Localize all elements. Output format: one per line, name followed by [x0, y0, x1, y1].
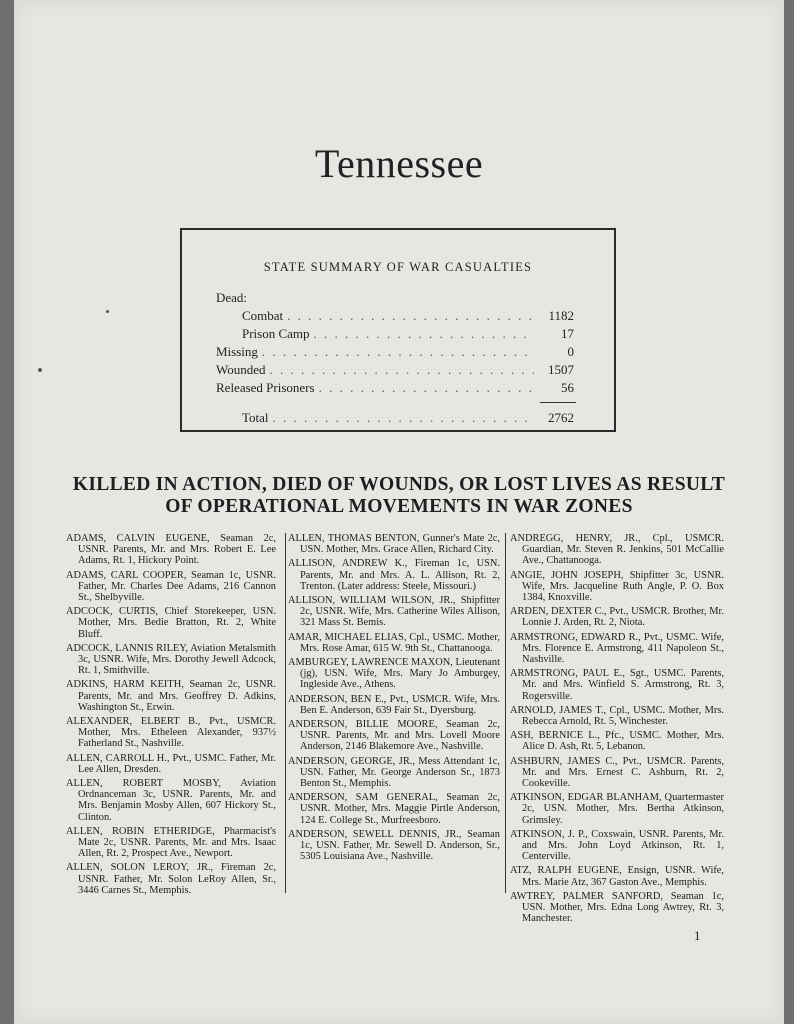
summary-label: Missing	[216, 344, 258, 359]
casualty-entry	[66, 753, 276, 775]
casualty-name: ADCOCK, LANNIS RILEY,	[66, 642, 189, 654]
casualty-details: Pvt., USMCR. Mother, Mrs. Etheleen Alexander, 937½ Fatherland St., Nashville.	[78, 716, 276, 750]
casualty-name: ANDERSON, BEN E.,	[288, 693, 387, 705]
casualty-details: Fireman 2c, USNR. Father, Mr. Solon LeRoy Allen, Sr., 3446 Carnes St., Memphis.	[78, 862, 277, 896]
summary-dead-label: Dead:	[216, 290, 248, 305]
casualty-entry	[510, 668, 724, 702]
casualty-details: Seaman 2c, USNR. Parents, Mr. and Mrs. Geoffrey D. Adkins, Washington St., Erwin.	[78, 679, 276, 713]
summary-label: Released Prisoners	[216, 380, 315, 395]
casualty-name: ANDERSON, BILLIE MOORE,	[288, 719, 438, 731]
casualty-details: Gunner's Mate 2c, USN. Mother, Mrs. Grace Allen, Richard City.	[300, 533, 501, 556]
casualty-entry	[66, 679, 276, 713]
casualty-entry	[288, 694, 500, 716]
casualty-details: Ensign, USNR. Wife, Mrs. Marie Atz, 367 Gaston Ave., Memphis.	[522, 865, 724, 888]
casualty-column-3	[510, 533, 724, 928]
casualty-details: Cpl., USMCR. Guardian, Mr. Steven R. Jenkins, 501 McCallie Ave., Chattanooga.	[522, 533, 724, 567]
summary-heading: STATE SUMMARY OF WAR CASUALTIES	[263, 260, 533, 274]
casualty-name: ANDERSON, SAM GENERAL,	[288, 792, 438, 804]
casualty-entry	[66, 862, 276, 896]
summary-label: Wounded	[216, 362, 266, 377]
casualty-name: ALLISON, ANDREW K.,	[288, 558, 408, 570]
summary-label: Prison Camp	[242, 326, 310, 341]
casualty-details: Quartermaster 2c, USN. Mother, Mrs. Bertha Atkinson, Grimsley.	[522, 792, 724, 826]
casualty-entry	[288, 756, 500, 790]
casualty-column-2	[288, 533, 500, 865]
casualty-details: Mess Attendant 1c, USN. Father, Mr. George Anderson Sr., 1873 Benton St., Memphis.	[300, 755, 500, 790]
casualty-entry	[510, 891, 724, 925]
casualty-name: ALLEN, ROBERT MOSBY,	[66, 778, 221, 790]
casualty-entry	[510, 533, 724, 567]
casualty-details: Cpl., USMC. Mother, Mrs. Rebecca Arnold, Rt. 5, Winchester.	[522, 704, 724, 728]
casualty-details: Aviation Ordnanceman 3c, USNR. Parents, Mr. and Mrs. Benjamin Mosby Allen, 607 Hickory St., Clinton.	[78, 778, 276, 823]
summary-dead-label-row	[216, 290, 574, 307]
casualty-entry	[510, 756, 724, 790]
total-rule	[540, 402, 576, 403]
summary-label: Total	[242, 410, 269, 425]
summary-value: 1507	[548, 362, 574, 377]
leader-dots	[287, 308, 534, 324]
casualty-details: Shipfitter 3c, USNR. Wife, Mrs. Jacqueline Ruth Angle, P. O. Box 1384, Knoxville.	[522, 569, 724, 604]
casualty-details: Seaman 1c, USNR. Father, Mr. Charles Dee Adams, 216 Cannon St., Shelbyville.	[78, 569, 277, 604]
casualty-entry	[288, 719, 500, 753]
casualty-details: Pvt., USMCR. Brother, Mr. Lonnie J. Arden, Rt. 2, Niota.	[522, 606, 724, 629]
casualty-entry	[510, 792, 724, 826]
casualty-entry	[288, 657, 500, 691]
casualty-name: ALLISON, WILLIAM WILSON, JR.,	[288, 595, 456, 607]
summary-value: 1182	[548, 308, 574, 323]
casualty-details: Pharmacist's Mate 2c, USNR. Parents, Mr. and Mrs. Isaac Allen, Rt. 2, Prospect Ave., Newport.	[78, 825, 276, 860]
casualty-details: Pvt., USMC. Father, Mr. Lee Allen, Dresden.	[78, 752, 276, 775]
summary-row-combat	[216, 308, 574, 325]
casualty-entry	[510, 865, 724, 887]
casualty-name: ANDREGG, HENRY, JR.,	[510, 533, 641, 544]
casualty-details: Shipfitter 2c, USNR. Wife, Mrs. Catherine Wiles Allison, 321 Mass St. Bemis.	[300, 595, 500, 629]
casualty-entry	[288, 533, 500, 555]
section-heading-line: OF OPERATIONAL MOVEMENTS IN WAR ZONES	[165, 496, 633, 517]
leader-dots	[319, 380, 534, 396]
casualty-name: ALLEN, SOLON LEROY, JR.,	[66, 862, 214, 874]
casualty-summary-box	[180, 228, 616, 432]
casualty-name: ADKINS, HARM KEITH,	[66, 679, 184, 691]
casualty-entry	[66, 570, 276, 604]
casualty-details: Cpl., USMC. Mother, Mrs. Rose Amar, 615 W. 9th St., Chattanooga.	[300, 631, 500, 654]
casualty-details: Seaman 1c, USN. Mother, Mrs. Edna Long Awtrey, Rt. 3, Manchester.	[522, 890, 724, 925]
casualty-details: Pvt., USMCR. Wife, Mrs. Ben E. Anderson, 639 Fair St., Dyersburg.	[300, 693, 500, 716]
summary-value: 17	[561, 326, 574, 341]
section-heading-line: KILLED IN ACTION, DIED OF WOUNDS, OR LOST LIVES AS RESULT	[72, 474, 726, 495]
state-title: Tennessee	[314, 141, 484, 186]
casualty-entry	[66, 716, 276, 750]
casualty-name: ANDERSON, GEORGE, JR.,	[288, 755, 415, 767]
casualty-name: AMBURGEY, LAWRENCE MAXON,	[288, 657, 453, 669]
leader-dots	[262, 344, 534, 360]
casualty-entry	[510, 705, 724, 727]
casualty-name: ASHBURN, JAMES C.,	[510, 755, 618, 767]
summary-value: 56	[561, 380, 574, 395]
column-divider	[505, 533, 506, 893]
casualty-name: ALLEN, CARROLL H.,	[66, 752, 170, 764]
casualty-name: ADCOCK, CURTIS,	[66, 606, 158, 618]
scan-speck	[38, 368, 42, 372]
summary-row-total	[216, 410, 574, 427]
casualty-details: Sgt., USMC. Parents, Mr. and Mrs. Winfield S. Armstrong, Rt. 3, Rogersville.	[522, 668, 724, 702]
document-page	[14, 0, 784, 1024]
casualty-entry	[288, 632, 500, 654]
casualty-entry	[510, 570, 724, 604]
casualty-name: AWTREY, PALMER SANFORD,	[510, 890, 663, 902]
casualty-details: Chief Storekeeper, USN. Mother, Mrs. Bedie Bratton, Rt. 2, White Bluff.	[78, 606, 276, 640]
casualty-name: ANDERSON, SEWELL DENNIS, JR.,	[288, 828, 462, 840]
casualty-details: Seaman 2c, USNR. Parents, Mr. and Mrs. Lovell Moore Anderson, 2146 Blakemore Ave., Nashville.	[300, 719, 500, 753]
casualty-name: ANGIE, JOHN JOSEPH,	[510, 569, 624, 581]
casualty-entry	[288, 792, 500, 826]
casualty-details: Seaman 1c, USN. Father, Mr. Sewell D. Anderson, Sr., 5305 Louisiana Ave., Nashville.	[300, 828, 500, 863]
casualty-name: ARMSTRONG, EDWARD R.,	[510, 631, 641, 643]
casualty-details: Pfc., USMC. Mother, Mrs. Alice D. Ash, Rt. 5, Lebanon.	[522, 730, 724, 753]
casualty-entry	[510, 730, 724, 752]
casualty-entry	[66, 643, 276, 677]
casualty-details: Pvt., USMCR. Parents, Mr. and Mrs. Ernest C. Ashburn, Rt. 2, Cookeville.	[522, 755, 724, 790]
casualty-entry	[288, 558, 500, 592]
section-heading	[44, 474, 754, 518]
summary-row-missing	[216, 344, 574, 361]
casualty-details: Lieutenant (jg), USN. Wife, Mrs. Mary Jo Amburgey, Ingleside Ave., Athens.	[300, 657, 500, 691]
casualty-entry	[510, 829, 724, 863]
casualty-entry	[66, 606, 276, 640]
casualty-details: Fireman 1c, USN. Parents, Mr. and Mrs. A. L. Allison, Rt. 2, Trenton. (Later address: Steele, Missouri.)	[300, 558, 500, 592]
summary-row-released-prisoners	[216, 380, 574, 397]
casualty-column-1	[66, 533, 276, 899]
casualty-details: Aviation Metalsmith 3c, USNR. Wife, Mrs. Dorothy Jewell Adcock, Rt. 1, Smithville.	[78, 642, 276, 677]
casualty-entry	[66, 778, 276, 823]
casualty-details: Seaman 2c, USNR. Mother, Mrs. Maggie Pirtle Anderson, 124 E. College St., Murfreesboro.	[300, 792, 500, 826]
scan-speck	[106, 310, 109, 313]
leader-dots	[270, 362, 535, 378]
casualty-details: Seaman 2c, USNR. Parents, Mr. and Mrs. Robert E. Lee Adams, Rt. 1, Hickory Point.	[78, 533, 276, 567]
casualty-details: Coxswain, USNR. Parents, Mr. and Mrs. John Loyd Atkinson, Rt. 1, Centerville.	[522, 828, 724, 863]
column-divider	[285, 533, 286, 893]
casualty-name: ARMSTRONG, PAUL E.,	[510, 668, 625, 680]
casualty-name: AMAR, MICHAEL ELIAS,	[288, 631, 407, 643]
summary-row-prison-camp	[216, 326, 574, 343]
summary-row-wounded	[216, 362, 574, 379]
casualty-entry	[288, 595, 500, 629]
summary-value: 2762	[548, 410, 574, 425]
casualty-name: ATKINSON, J. P.,	[510, 828, 588, 840]
leader-dots	[314, 326, 534, 342]
casualty-name: ATZ, RALPH EUGENE,	[510, 865, 622, 877]
casualty-name: ARNOLD, JAMES T.,	[510, 704, 607, 716]
casualty-details: Pvt., USMC. Wife, Mrs. Florence E. Armstrong, 411 Napoleon St., Nashville.	[522, 631, 724, 666]
casualty-entry	[510, 606, 724, 628]
casualty-name: ASH, BERNICE L.,	[510, 730, 600, 742]
leader-dots	[273, 410, 534, 426]
summary-value: 0	[567, 344, 574, 359]
casualty-name: ADAMS, CARL COOPER,	[66, 569, 187, 581]
casualty-name: ARDEN, DEXTER C.,	[510, 606, 607, 618]
casualty-name: ADAMS, CALVIN EUGENE,	[66, 533, 210, 544]
casualty-name: ALLEN, ROBIN ETHERIDGE,	[66, 825, 215, 837]
page-number: 1	[694, 928, 701, 943]
casualty-entry	[66, 826, 276, 860]
summary-label: Combat	[242, 308, 284, 323]
casualty-entry	[510, 632, 724, 666]
casualty-name: ATKINSON, EDGAR BLANHAM,	[510, 792, 662, 804]
casualty-entry	[66, 533, 276, 567]
casualty-entry	[288, 829, 500, 863]
casualty-name: ALLEN, THOMAS BENTON,	[288, 533, 420, 544]
casualty-name: ALEXANDER, ELBERT B.,	[66, 716, 201, 728]
